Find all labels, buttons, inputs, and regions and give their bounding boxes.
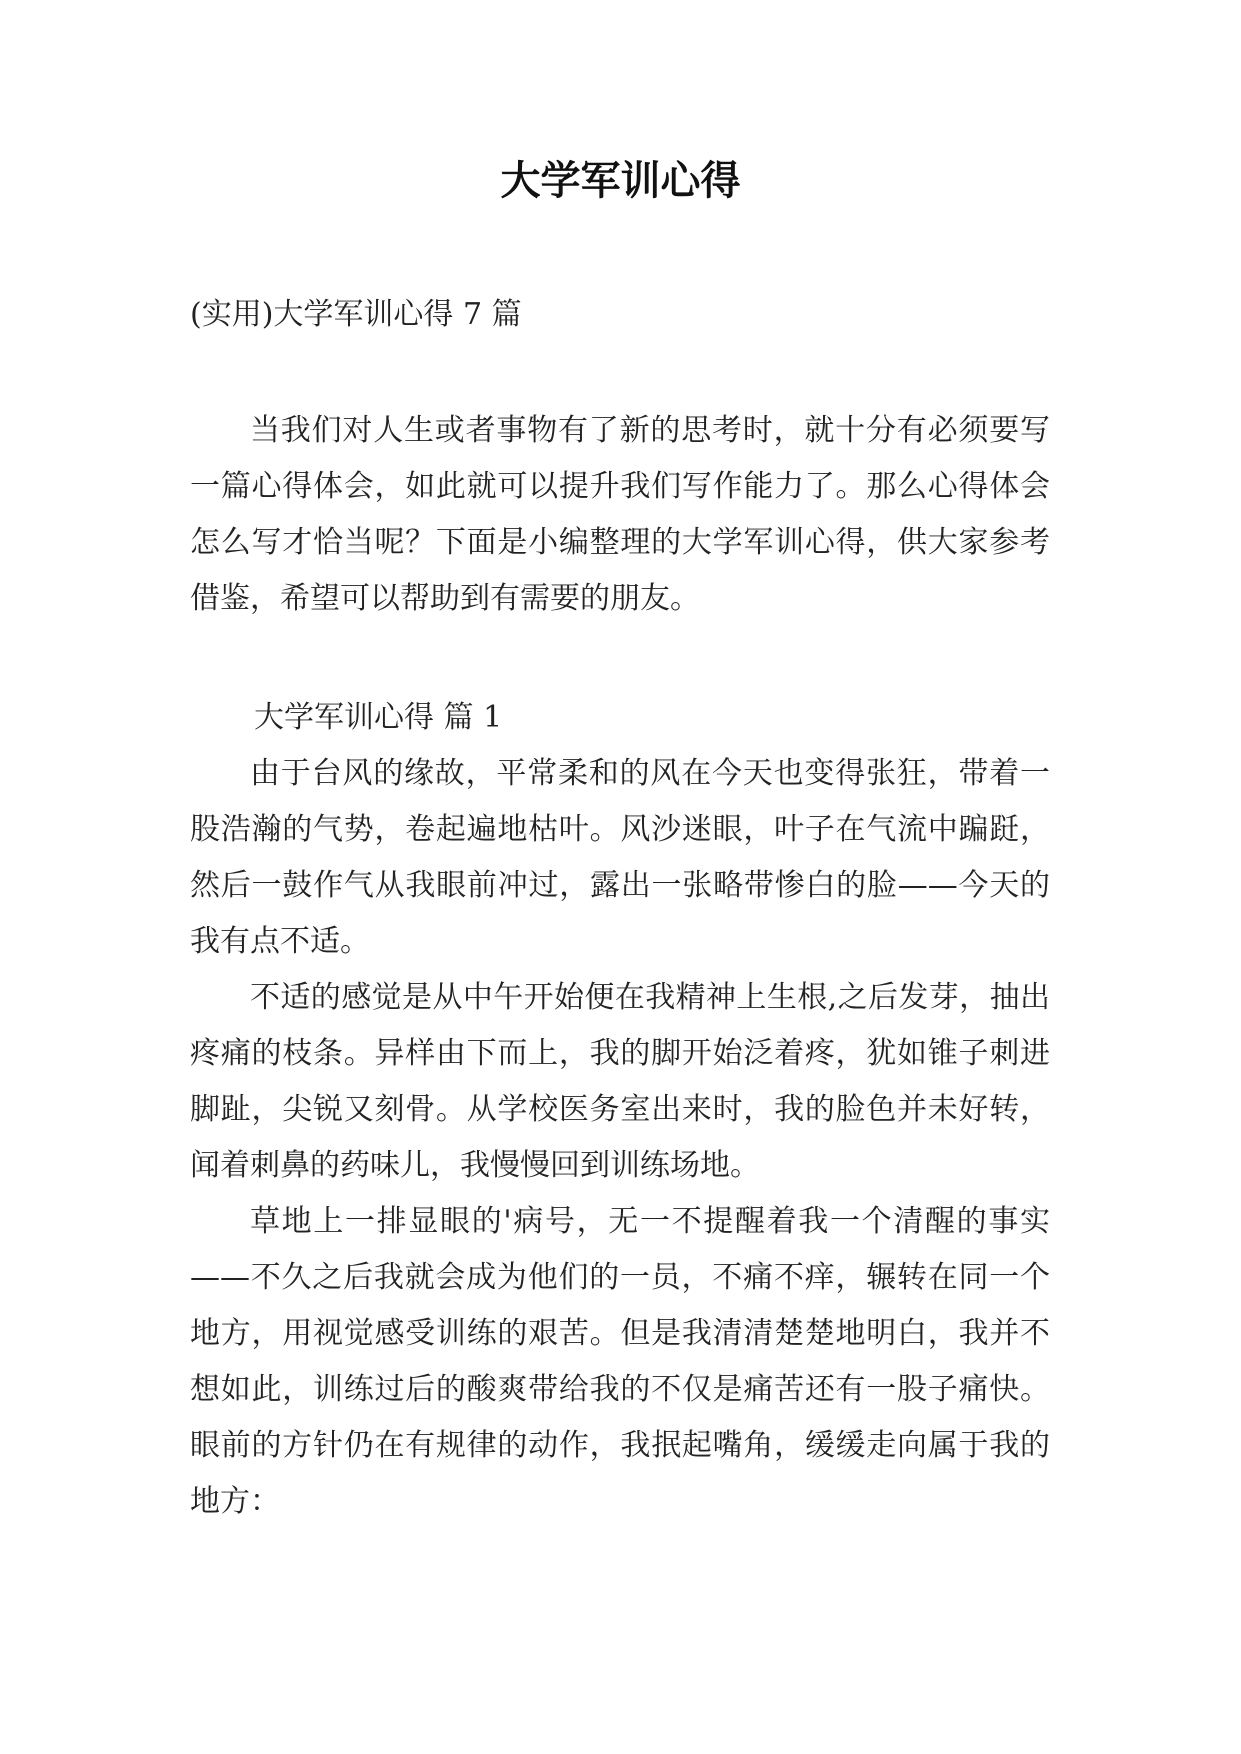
document-subtitle: (实用)大学军训心得 7 篇 [190,297,522,332]
intro-block [190,403,1050,627]
section-heading: 大学军训心得 篇 1 [254,700,503,735]
section-body [190,746,1050,1530]
intro-paragraph: 当我们对人生或者事物有了新的思考时，就十分有必须要写一篇心得体会，如此就可以提升我们写作能力了。那么心得体会怎么写才恰当呢？下面是小编整理的大学军训心得，供大家参考借鉴，希望可以帮助到有需要的朋友。 [190,413,1050,616]
body-paragraph: 不适的感觉是从中午开始便在我精神上生根,之后发芽，抽出疼痛的枝条。异样由下而上，我的脚开始泛着疼，犹如锥子刺进脚趾，尖锐又刻骨。从学校医务室出来时，我的脸色并未好转，闻着刺鼻的药味儿，我慢慢回到训练场地。 [190,980,1050,1183]
body-paragraph: 草地上一排显眼的'病号，无一不提醒着我一个清醒的事实——不久之后我就会成为他们的一员，不痛不痒，辗转在同一个地方，用视觉感受训练的艰苦。但是我清清楚楚地明白，我并不想如此，训练过后的酸爽带给我的不仅是痛苦还有一股子痛快。眼前的方针仍在有规律的动作，我抿起嘴角，缓缓走向属于我的地方： [190,1204,1050,1519]
document-title: 大学军训心得 [500,158,741,204]
body-paragraph: 由于台风的缘故，平常柔和的风在今天也变得张狂，带着一股浩瀚的气势，卷起遍地枯叶。风沙迷眼，叶子在气流中蹁跹，然后一鼓作气从我眼前冲过，露出一张略带惨白的脸——今天的我有点不适。 [190,756,1050,959]
